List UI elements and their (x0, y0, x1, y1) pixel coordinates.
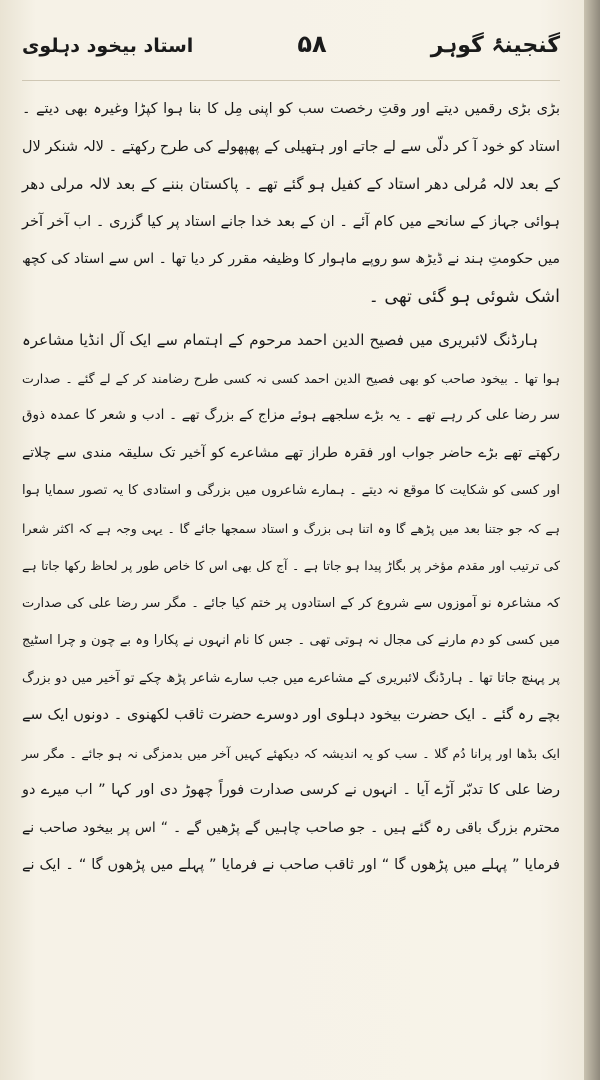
text-line: ہے کہ جو جتنا بعد میں پڑھے گا وہ اتنا ہی بزرگ و استاد سمجھا جائے گا ۔ یہی وجہ ہے کہ اکثر شعرا (22, 520, 560, 536)
text-line: بڑی بڑی رقمیں دیتے اور وقتِ رخصت سب کو اپنی مِل کا بنا ہوا کپڑا وغیرہ بھی دیتے ۔ (22, 101, 560, 117)
text-line: میں حکومتِ ہند نے ڈیڑھ سو روپے ماہوار کا وظیفہ مقرر کر دیا تھا ۔ اس سے استاد کی کچھ (22, 251, 560, 267)
running-author: استاد بیخود دہلوی (22, 35, 194, 57)
text-line: کی ترتیب اور مقدم مؤخر پر بگاڑ پیدا ہو جاتا ہے ۔ آج کل بھی اس کا خاص طور پر لحاظ رکھا جاتا ہے (22, 558, 560, 573)
text-line: محترم بزرگ باقی رہ گئے ہیں ۔ جو صاحب چاہیں گے پڑھیں گے ۔ “ اس پر بیخود صاحب نے (22, 819, 560, 836)
text-line: رضا علی کا تدبّر آڑے آیا ۔ انہوں نے کرسی صدارت فوراً چھوڑ دی اور کہا ” اب میرے دو (22, 782, 560, 798)
text-line: ہوا تھا ۔ بیخود صاحب کو بھی فصیح الدین احمد کسی نہ کسی طرح رضامند کر کے لے گئے ۔ صدارت (22, 370, 560, 386)
text-line: کے بعد لالہ مُرلی دھر استاد کے کفیل ہو گئے تھے ۔ پاکستان بننے کے بعد لالہ مرلی دھر (22, 175, 560, 193)
page-header (22, 30, 560, 81)
text-line: ہارڈنگ لائبریری میں فصیح الدین احمد مرحوم کے اہتمام سے ایک آل انڈیا مشاعرہ (22, 331, 538, 349)
book-spine-shadow (584, 0, 600, 1080)
text-line: ایک بڈھا اور پرانا دُم گلا ۔ سب کو یہ اندیشہ کہ دیکھئے کہیں آخر میں بدمزگی نہ ہو جائے ۔ مگر سر (22, 745, 560, 761)
page-number: ۵۸ (297, 30, 327, 58)
text-line: بچے رہ گئے ۔ ایک حضرت بیخود دہلوی اور دوسرے حضرت ثاقب لکھنوی ۔ دونوں ایک سے (22, 707, 560, 723)
text-line: سر رضا علی کر رہے تھے ۔ یہ بڑے سلجھے ہوئے مزاج کے بزرگ تھے ۔ ادب و شعر کا عمدہ ذوق (22, 407, 560, 423)
text-line: ہوائی جہاز کے سانحے میں کام آئے ۔ ان کے بعد خدا جانے استاد پر کیا گزری ۔ اب آخر آخر (22, 213, 560, 230)
text-line: فرمایا ” پہلے میں پڑھوں گا “ اور ثاقب صاحب نے فرمایا ” پہلے میں پڑھوں گا “ ۔ ایک نے (22, 857, 560, 873)
text-line: پر پہنچ جاتا تھا ۔ ہارڈنگ لائبریری کے مشاعرے میں جب سارے شاعر پڑھ چکے تو آخیر میں دو بزرگ (22, 670, 560, 686)
text-line: رکھتے تھے بڑے حاضر جواب اور فقرہ طراز تھے مشاعرے کو آخیر تک سلیقہ مندی سے چلاتے (22, 444, 560, 461)
text-line: کہ مشاعرہ نو آموزوں سے شروع کر کے استادوں پر ختم کیا جائے ۔ مگر سر رضا علی کی صدارت (22, 595, 560, 611)
text-line: اور کسی کو شکایت کا موقع نہ دیتے ۔ ہمارے شاعروں میں بزرگی و استادی کا یہ تصور سمایا ہوا (22, 483, 560, 498)
text-line: میں کسی کو دم مارنے کی مجال نہ ہوتی تھی ۔ جس کا نام انہوں نے پکارا وہ بے چون و چرا اسٹیج (22, 633, 560, 648)
book-title: گنجینۂ گوہر (430, 33, 560, 58)
text-line: اشک شوئی ہو گئی تھی ۔ (368, 286, 560, 307)
paragraph-2 (22, 322, 560, 885)
paragraph-1 (22, 91, 560, 316)
text-line: استاد کو خود آ کر دلّی سے لے جاتے اور ہتھیلی کے پھپھولے کی طرح رکھتے ۔ لالہ شنکر لال (22, 138, 560, 155)
